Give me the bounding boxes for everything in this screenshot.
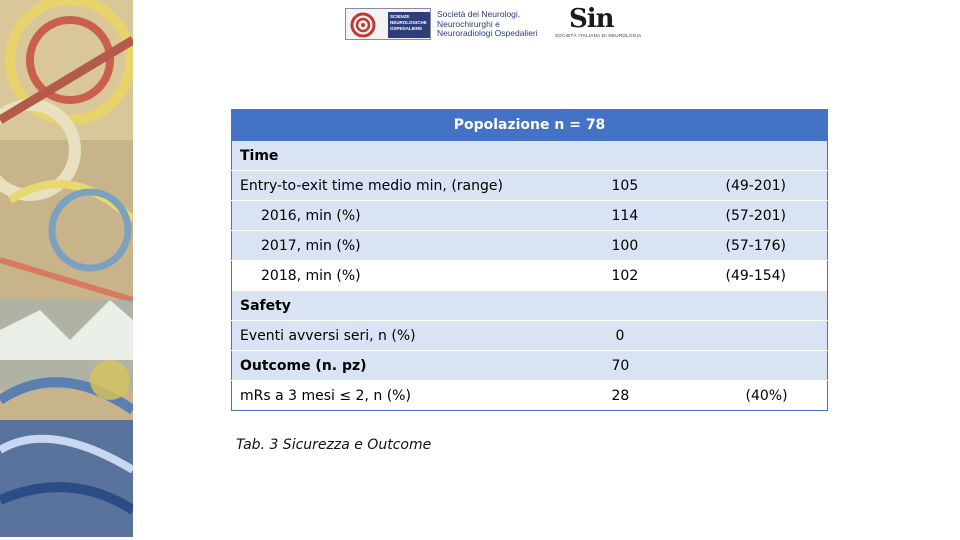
row-range	[726, 291, 828, 321]
row-value: 28	[612, 381, 726, 411]
row-label: Outcome (n. pz)	[232, 351, 612, 381]
outcome-table	[231, 109, 828, 411]
table-row	[232, 231, 828, 261]
table-row	[232, 291, 828, 321]
row-range: (49-201)	[726, 171, 828, 201]
row-value: 0	[612, 321, 726, 351]
row-label: 2018, min (%)	[232, 261, 612, 291]
row-range	[726, 351, 828, 381]
decorative-artwork	[0, 0, 133, 537]
row-value: 102	[612, 261, 726, 291]
sno-logo-words: SCIENZE NEUROLOGICHE OSPEDALIERE	[388, 12, 430, 38]
sno-name-line-3: Neuroradiologi Ospedalieri	[437, 28, 538, 38]
row-range: (40%)	[726, 381, 828, 411]
table-row	[232, 141, 828, 171]
table-row	[232, 351, 828, 381]
row-label: Safety	[232, 291, 612, 321]
table-header-row	[232, 110, 828, 141]
sno-name-line-1: Società dei Neurologi,	[437, 9, 521, 19]
sin-logo	[555, 4, 655, 40]
table-header: Popolazione n = 78	[232, 110, 828, 141]
table-row	[232, 381, 828, 411]
sno-logo	[345, 8, 538, 40]
row-label: Entry-to-exit time medio min, (range)	[232, 171, 612, 201]
row-range: (57-201)	[726, 201, 828, 231]
row-label: mRs a 3 mesi ≤ 2, n (%)	[232, 381, 612, 411]
row-value: 114	[612, 201, 726, 231]
sno-logo-name	[437, 10, 547, 39]
row-label: 2016, min (%)	[232, 201, 612, 231]
row-range: (49-154)	[726, 261, 828, 291]
row-value	[612, 291, 726, 321]
row-range	[726, 141, 828, 171]
table-row	[232, 201, 828, 231]
sin-logo-tagline: SOCIETÀ ITALIANA DI NEUROLOGIA	[555, 33, 642, 38]
table-row	[232, 261, 828, 291]
row-value: 105	[612, 171, 726, 201]
sno-logo-mark	[345, 8, 431, 40]
row-label: Time	[232, 141, 612, 171]
row-value: 100	[612, 231, 726, 261]
row-label: Eventi avversi seri, n (%)	[232, 321, 612, 351]
table-row	[232, 171, 828, 201]
row-value: 70	[612, 351, 726, 381]
sno-name-line-2: Neurochirurghi e	[437, 18, 500, 29]
row-label: 2017, min (%)	[232, 231, 612, 261]
row-range	[726, 321, 828, 351]
row-range: (57-176)	[726, 231, 828, 261]
row-value	[612, 141, 726, 171]
table-row	[232, 321, 828, 351]
sno-swirl-icon	[350, 12, 376, 38]
sin-logo-word: Sin	[569, 4, 614, 34]
table-caption: Tab. 3 Sicurezza e Outcome	[236, 437, 432, 453]
